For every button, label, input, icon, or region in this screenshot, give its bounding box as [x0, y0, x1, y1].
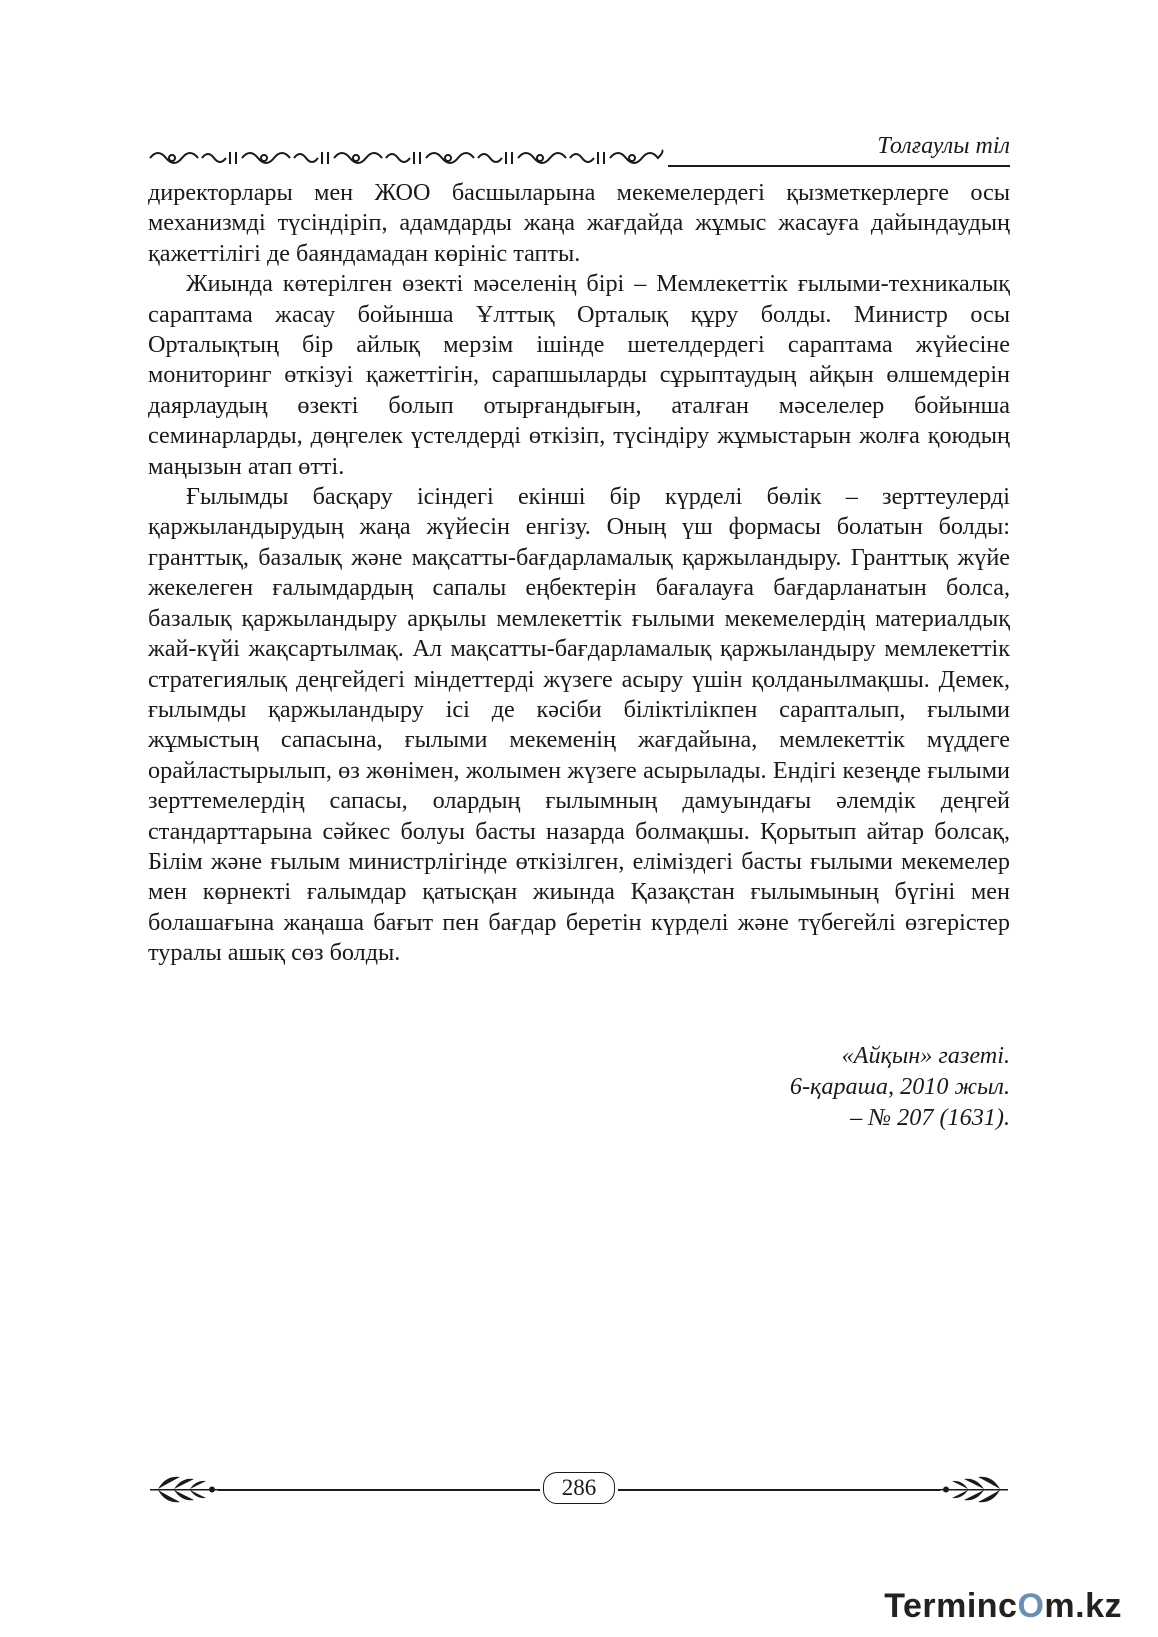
paragraph-3: Ғылымды басқару ісіндегі екінші бір күрделі бөлік – зерттеулерді қаржыландырудың жаңа жүйесін енгізу. Оның үш формасы болатын болды: гранттық, базалық және мақсатты-бағдарламалық қаржыландыру. Гранттық жүйе жекелеген ғалымдардың сапалы еңбектерін бағалауға бағдарланатын болса, базалық қаржыландыру арқылы мемлекеттік ғылыми мекемелердің материалдық жай-күйі жақсартылмақ. Ал мақсатты-бағдарламалық қаржыландыру мемлекеттік стратегиялық деңгейдегі міндеттерді жүзеге асыру үшін қолданылмақшы. Демек, ғылымды қаржыландыру ісі де кәсіби біліктілікпен сарапталып, ғылыми жұмыстың сапасына, ғылыми мекеменің жағдайына, мемлекеттік мүддеге орайластырылып, өз жөнімен, жолымен жүзеге асырылады. Ендігі кезеңде ғылыми зерттемелердің сапасы, олардың ғылымның дамуындағы әлемдік деңгей стандарттарына сәйкес болуы басты назарда болмақшы. Қорытып айтар болсақ, Білім және ғылым министрлігінде өткізілген, еліміздегі басты ғылыми мекемелер мен көрнекті ғалымдар қатысқан жиында Қазақстан ғылымының бүгіні мен болашағына жаңаша бағыт пен бағдар беретін күрделі және түбегейлі өзгерістер туралы ашық сөз болды. [148, 483, 1010, 967]
footer-rule-right [618, 1489, 940, 1491]
running-header [148, 132, 1010, 172]
page-number: 286 [543, 1472, 615, 1504]
article-body [148, 178, 1010, 969]
paragraph-1: директорлары мен ЖОО басшыларына мекемелердегі қызметкерлерге осы механизмді түсіндіріп, адамдарды жаңа жағдайда жұмыс жасауға дайындаудың қажеттілігі де баяндамадан көрініс тапты. [148, 179, 1010, 267]
watermark-part-3: O [1017, 1587, 1045, 1625]
source-date: 6-қараша, 2010 жыл. [789, 1073, 1010, 1100]
leaf-right-icon [936, 1474, 1010, 1504]
running-title: Толғаулы тіл [877, 133, 1010, 159]
source-citation [790, 1040, 1010, 1133]
source-issue: – № 207 (1631). [850, 1104, 1010, 1131]
watermark-part-2: erminc [902, 1587, 1018, 1625]
paragraph-2: Жиында көтерілген өзекті мәселенің бірі – Мемлекеттік ғылыми-техникалық сараптама жасау бойынша Ұлттық Орталық құру болды. Министр осы Орталықтың бір айлық мерзім ішінде шетелдердегі сараптама жүйесіне мониторинг өткізуі қажеттігін, сарапшыларды сұрыптаудың айқын өлшемдерін даярлаудың өзекті болып отырғандығын, аталған мәселелер бойынша семинарларды, дөңгелек үстелдерді өткізіп, түсіндіру жұмыстарын жолға қоюдың маңызын атап өтті. [148, 270, 1010, 480]
leaf-left-icon [148, 1474, 222, 1504]
header-ornament-icon [148, 146, 668, 168]
site-watermark [884, 1586, 1122, 1626]
watermark-part-4: m.kz [1044, 1587, 1122, 1625]
header-rule [668, 165, 1010, 167]
page-footer [148, 1470, 1010, 1510]
source-newspaper: «Айқын» газеті. [841, 1042, 1010, 1069]
watermark-part-1: T [884, 1587, 903, 1625]
footer-rule-left [218, 1489, 540, 1491]
